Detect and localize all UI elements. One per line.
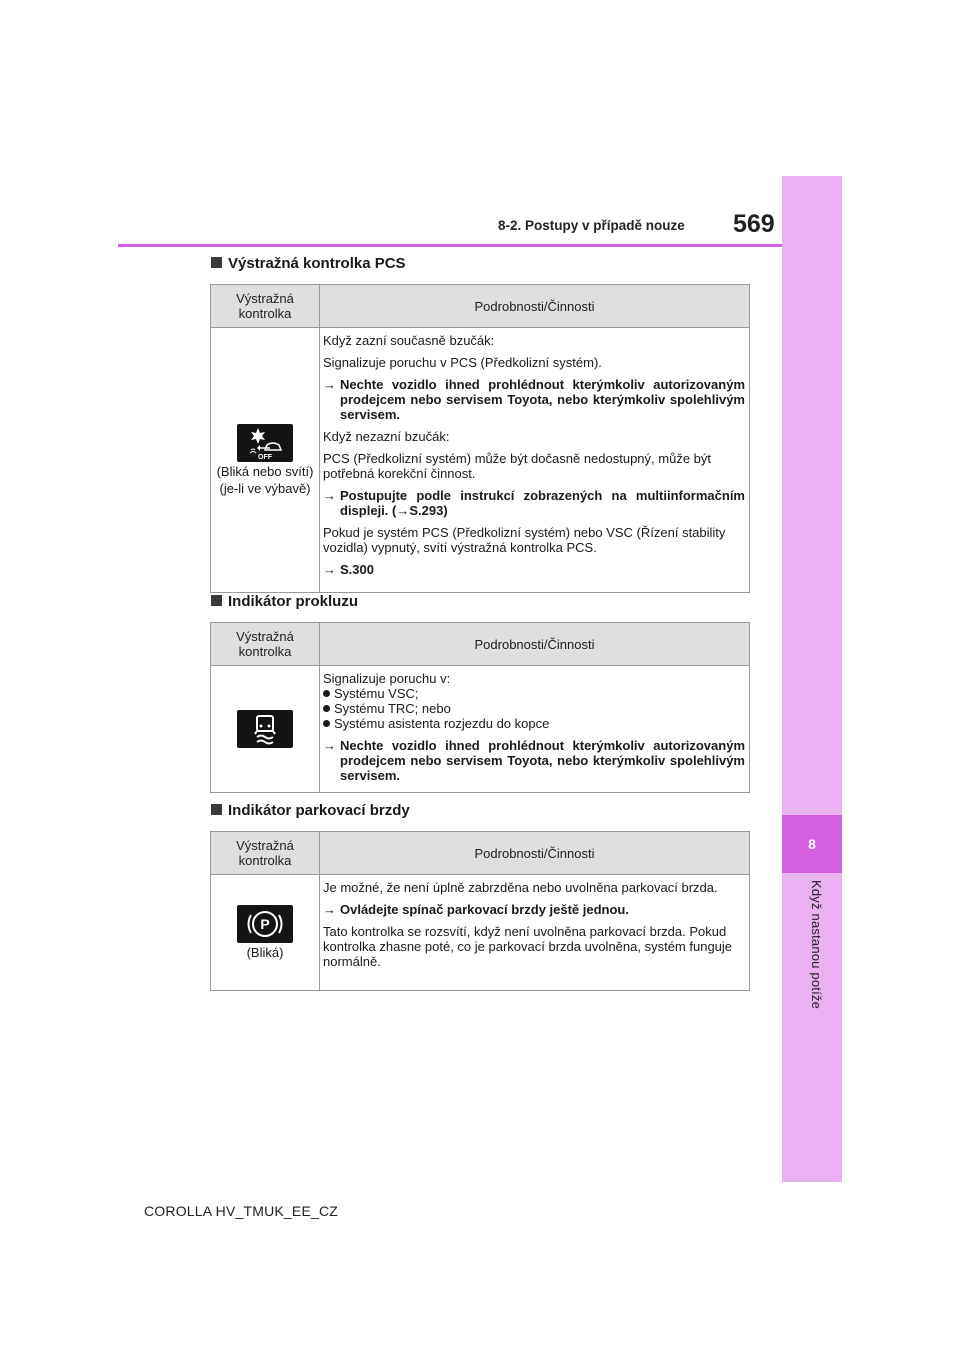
condition-text: Když zazní současně bzučák: — [323, 333, 495, 348]
table-header-row — [211, 285, 750, 328]
arrow-icon: → — [323, 738, 336, 753]
action-item — [323, 488, 745, 518]
action-text: Nechte vozidlo ihned prohlédnout kterýmkoliv autorizovaným prodejcem nebo servisem Toyota, nebo kterýmkoliv spolehlivým servisem. — [340, 738, 745, 783]
icon-caption: (Bliká nebo svítí) — [216, 464, 314, 479]
arrow-icon: → — [323, 902, 336, 917]
col-header-details: Podrobnosti/Činnosti — [320, 623, 750, 666]
parking-brake-icon — [237, 905, 293, 943]
action-text: Postupujte podle instrukcí zobrazených na multiinformačním displeji. (→S.293) — [340, 488, 745, 518]
slip-table — [210, 622, 750, 793]
col-header-warning-light: Výstražná kontrolka — [211, 832, 320, 875]
svg-text:P: P — [260, 916, 270, 932]
details-cell — [320, 328, 750, 593]
action-text: Ovládejte spínač parkovací brzdy ještě jednou. — [340, 902, 629, 917]
list-item: Systému VSC; — [323, 686, 745, 701]
description-text: Tato kontrolka se rozsvítí, když není uvolněna parkovací brzda. Pokud kontrolka zhasne poté, co je parkovací brzda uvolněna, systém funguje normálně. — [323, 924, 733, 969]
col-header-warning-light: Výstražná kontrolka — [211, 285, 320, 328]
square-bullet-icon — [211, 257, 222, 268]
action-item — [323, 738, 745, 783]
description-text: Signalizuje poruchu v: — [323, 671, 451, 686]
details-cell — [320, 666, 750, 793]
arrow-icon: → — [323, 377, 336, 392]
description-text: Je možné, že není úplně zabrzděna nebo uvolněna parkovací brzda. — [323, 880, 718, 895]
pcs-table — [210, 284, 750, 593]
table-header-row — [211, 832, 750, 875]
description-text: Signalizuje poruchu v PCS (Předkolizní systém). — [323, 355, 602, 370]
description-text: PCS (Předkolizní systém) může být dočasně nedostupný, může být potřebná korekční činnost. — [323, 451, 712, 481]
condition-text: Když nezazní bzučák: — [323, 429, 450, 444]
action-item — [323, 902, 745, 917]
section-heading: 8-2. Postupy v případě nouze — [498, 218, 685, 233]
icon-cell — [211, 328, 320, 593]
section-title-slip: Indikátor prokluzu — [211, 593, 358, 610]
table-row — [211, 328, 750, 593]
header-divider — [118, 244, 782, 247]
icon-caption: (Bliká) — [246, 945, 284, 960]
page-number: 569 — [733, 210, 775, 238]
table-row — [211, 875, 750, 991]
page-reference — [323, 562, 745, 577]
arrow-icon: → — [323, 488, 336, 503]
icon-caption-availability: (je-li ve výbavě) — [219, 481, 311, 496]
col-header-details: Podrobnosti/Činnosti — [320, 285, 750, 328]
list-item: Systému TRC; nebo — [323, 701, 745, 716]
slip-indicator-icon — [237, 710, 293, 748]
details-cell — [320, 875, 750, 991]
page-reference-link[interactable]: S.300 — [340, 562, 374, 577]
square-bullet-icon — [211, 595, 222, 606]
table-header-row — [211, 623, 750, 666]
bullet-dot-icon — [323, 720, 330, 727]
document-footer: COROLLA HV_TMUK_EE_CZ — [144, 1203, 339, 1219]
action-text: Nechte vozidlo ihned prohlédnout kterýmkoliv autorizovaným prodejcem nebo servisem Toyota, nebo kterýmkoliv spolehlivým servisem. — [340, 377, 745, 422]
parking-brake-table — [210, 831, 750, 991]
arrow-icon: → — [323, 562, 336, 577]
section-title-pcs: Výstražná kontrolka PCS — [211, 255, 406, 272]
action-item — [323, 377, 745, 422]
icon-cell — [211, 875, 320, 991]
chapter-title: Když nastanou potíže — [809, 880, 824, 1010]
chapter-number: 8 — [782, 815, 842, 873]
list-item: Systému asistenta rozjezdu do kopce — [323, 716, 745, 731]
icon-cell — [211, 666, 320, 793]
description-text: Pokud je systém PCS (Předkolizní systém) nebo VSC (Řízení stability vozidla) vypnutý, svítí výstražná kontrolka PCS. — [323, 525, 726, 555]
col-header-details: Podrobnosti/Činnosti — [320, 832, 750, 875]
bullet-dot-icon — [323, 705, 330, 712]
section-title-parking-brake: Indikátor parkovací brzdy — [211, 802, 410, 819]
square-bullet-icon — [211, 804, 222, 815]
table-row — [211, 666, 750, 793]
svg-text:OFF: OFF — [258, 454, 272, 461]
bullet-dot-icon — [323, 690, 330, 697]
col-header-warning-light: Výstražná kontrolka — [211, 623, 320, 666]
pcs-off-icon — [237, 424, 293, 462]
